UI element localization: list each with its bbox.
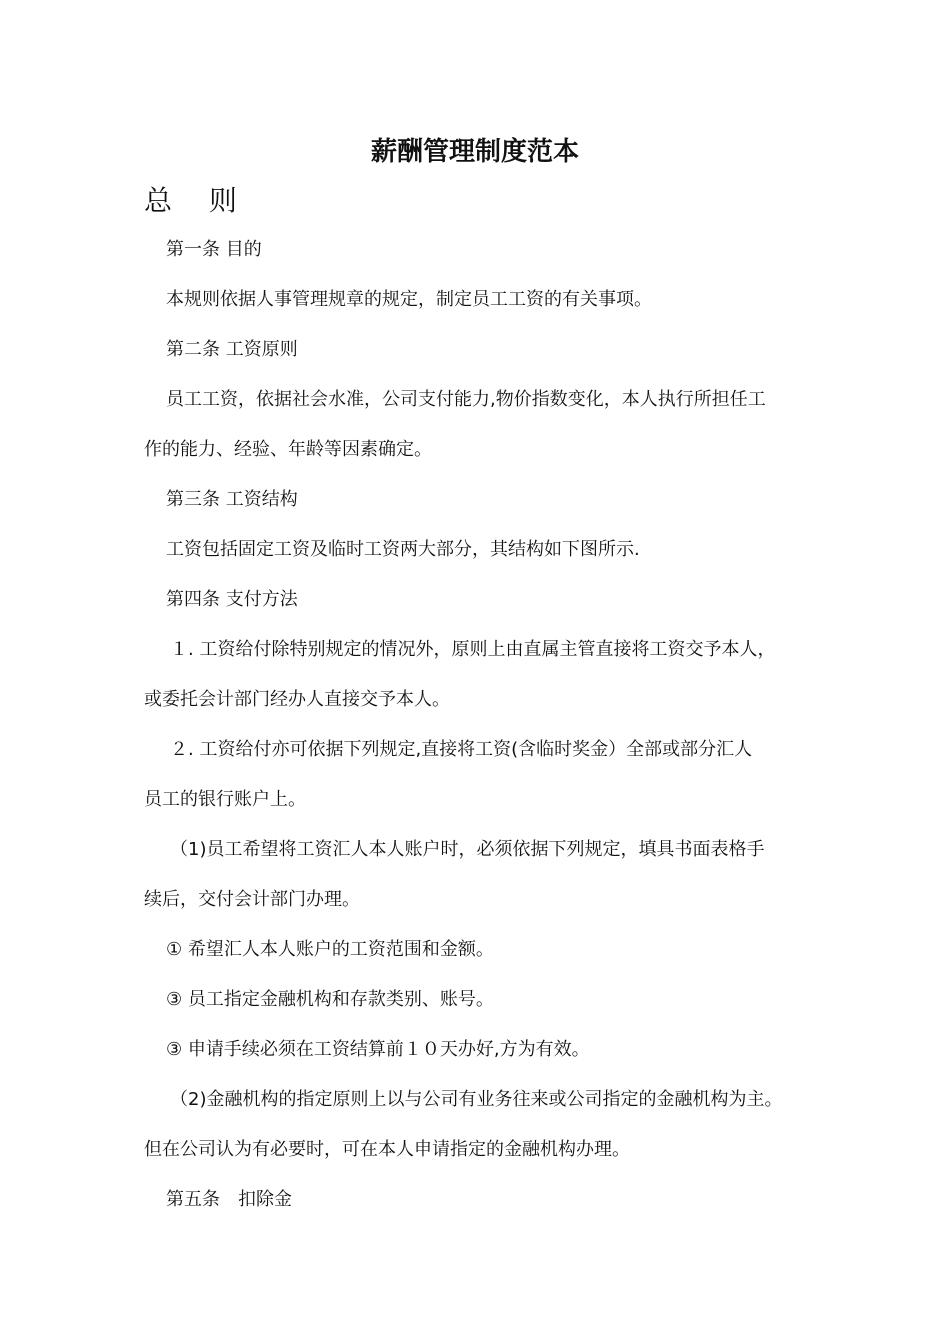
paragraph-line: 但在公司认为有必要时，可在本人申请指定的金融机构办理。 bbox=[144, 1139, 630, 1160]
article-heading: 第三条 工资结构 bbox=[166, 489, 298, 510]
list-item-line: （2)金融机构的指定原则上以与公司有业务往来或公司指定的金融机构为主。 bbox=[170, 1089, 783, 1110]
article-heading: 第五条 扣除金 bbox=[166, 1189, 292, 1210]
paragraph-line: 员工的银行账户上。 bbox=[144, 789, 306, 810]
article-heading: 第四条 支付方法 bbox=[166, 589, 298, 610]
sub-item-line: ③ 申请手续必须在工资结算前１０天办好,方为有效。 bbox=[166, 1039, 590, 1060]
sub-item-line: ① 希望汇人本人账户的工资范围和金额。 bbox=[166, 939, 494, 960]
article-heading: 第二条 工资原则 bbox=[166, 339, 298, 360]
article-heading: 第一条 目的 bbox=[166, 239, 262, 260]
list-item-line: ２. 工资给付亦可依据下列规定,直接将工资(含临时奖金）全部或部分汇人 bbox=[170, 739, 753, 760]
paragraph-line: 员工工资，依据社会水准，公司支付能力,物价指数变化，本人执行所担任工 bbox=[166, 389, 766, 410]
list-item-line: １. 工资给付除特别规定的情况外，原则上由直属主管直接将工资交予本人， bbox=[170, 639, 776, 660]
paragraph-line: 或委托会计部门经办人直接交予本人。 bbox=[144, 689, 450, 710]
paragraph-line: 作的能力、经验、年龄等因素确定。 bbox=[144, 439, 432, 460]
paragraph-line: 本规则依据人事管理规章的规定，制定员工工资的有关事项。 bbox=[166, 289, 652, 310]
document-title: 薪酬管理制度范本 bbox=[370, 137, 579, 167]
list-item-line: （1)员工希望将工资汇人本人账户时，必须依据下列规定，填具书面表格手 bbox=[170, 839, 765, 860]
paragraph-line: 工资包括固定工资及临时工资两大部分，其结构如下图所示. bbox=[166, 539, 640, 560]
section-heading: 总 则 bbox=[144, 184, 251, 217]
sub-item-line: ③ 员工指定金融机构和存款类别、账号。 bbox=[166, 989, 494, 1010]
paragraph-line: 续后，交付会计部门办理。 bbox=[144, 889, 360, 910]
